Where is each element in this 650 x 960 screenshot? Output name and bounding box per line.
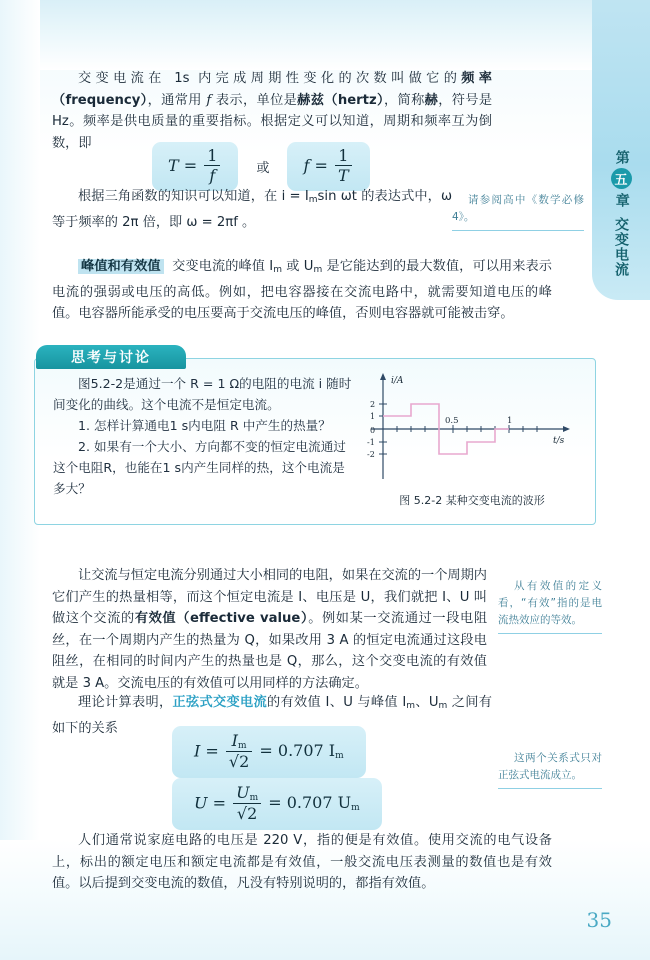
p5-text-d: 之间有如下的关系 (52, 695, 492, 736)
p1-text-b: ，通常用 (147, 92, 202, 108)
margin-note-3-text: 这两个关系式只对正弦式电流成立。 (498, 752, 602, 781)
p3-text-c: 是它能达到的最大数值，可以用来表示电流的强弱或电压的高低。例如，把电容器接在交流电路中，就需要知道电压的峰值。电容器所能承受的电压要高于交流电压的峰值，否则电容器就可能被击穿。 (52, 259, 552, 321)
formula-period-numerator: 1 (204, 147, 220, 166)
formula-period-eq: = (183, 155, 198, 175)
p5-subscript-m-2: m (438, 701, 448, 711)
svg-text:0: 0 (370, 426, 376, 435)
p1-text-c: 表示，单位是 (215, 92, 298, 108)
p5-subscript-m-1: m (406, 701, 416, 711)
formula-row-current-rms (172, 726, 366, 778)
p1-text-d: ，简称 (383, 92, 425, 108)
formula-frequency-lhs: f (303, 155, 310, 175)
chapter-number-badge: 五 (611, 168, 632, 189)
formula-voltage-numerator (233, 784, 261, 804)
waveform-svg (365, 369, 580, 489)
svg-text:0.5: 0.5 (445, 416, 459, 426)
p4-text-b: 。例如某一交流通过一段电阻丝，在一个周期内产生的热量为 Q，如果改用 3 A 的恒定电流通过这段电阻丝，在相同的时间内产生的热量也是 Q，那么，这个交变电流的有效值就是 3 A。交流电压的有效值可以用同样的方法确定。 (52, 611, 488, 691)
page-number: 35 (586, 908, 612, 932)
formula-current-denominator: √2 (228, 752, 250, 772)
discussion-box (34, 358, 596, 525)
page-top-wash (0, 0, 650, 70)
formula-voltage-num-sub: m (249, 793, 259, 803)
discussion-line-1: 图5.2-2是通过一个 R = 1 Ω的电阻的电流 i 随时间变化的曲线。这个电流不是恒定电流。 (53, 376, 352, 412)
svg-text:i/A: i/A (391, 376, 404, 386)
formula-voltage-rms (172, 778, 382, 830)
margin-note-effective-meaning (498, 578, 602, 634)
margin-note-1-text: 请参阅高中《数学必修4》。 (452, 194, 584, 223)
formula-frequency-eq: = (314, 155, 328, 175)
paragraph-effective-value (52, 565, 487, 700)
margin-note-math-reference (452, 192, 584, 231)
svg-text:2: 2 (370, 400, 376, 409)
p2-text-a: 根据三角函数的知识可以知道，在 i = I (78, 189, 309, 204)
waveform-chart (365, 369, 580, 489)
svg-text:-2: -2 (367, 450, 375, 459)
formula-frequency (287, 142, 369, 191)
formula-voltage-result-sub: m (351, 803, 360, 814)
p4-term-effective-en: （effective value） (176, 611, 309, 626)
formula-current-eq: = (205, 741, 219, 761)
p3-subscript-m-2: m (313, 265, 323, 275)
formula-period-denominator: f (209, 166, 216, 186)
formula-current-result: = 0.707 I (259, 741, 336, 761)
margin-note-sinusoidal-only (498, 750, 602, 789)
formula-voltage-num-symbol: U (236, 783, 250, 802)
chapter-tab (592, 0, 650, 300)
chapter-label-prefix: 第 (613, 150, 630, 164)
p4-text-a: 让交流与恒定电流分别通过大小相同的电阻，如果在交流的一个周期内它们产生的热量相等，而这个恒定电流是 I、电压是 U，我们就把 I、U 叫做这个交流的 (52, 568, 487, 626)
paragraph-peak-and-rms (52, 256, 552, 331)
formula-row-voltage-rms (172, 778, 382, 830)
p2-subscript-m: m (308, 195, 318, 205)
formula-voltage-denominator: √2 (236, 804, 258, 824)
formula-row-period-frequency (152, 142, 370, 191)
p1-text-a: 交变电流在 1s 内完成周期性变化的次数叫做它的 (78, 71, 462, 86)
svg-text:t/s: t/s (553, 436, 565, 446)
p5-text-a: 理论计算表明， (78, 695, 173, 710)
formula-current-lhs: I (194, 741, 201, 761)
discussion-text (53, 373, 353, 499)
formula-frequency-fraction (335, 147, 352, 186)
formula-current-fraction (226, 732, 252, 772)
margin-note-2-text: 从有效值的定义看，“有效”指的是电流热效应的等效。 (498, 580, 602, 626)
p4-term-effective: 有效值 (134, 611, 177, 626)
figure-caption: 图 5.2-2 某种交变电流的波形 (399, 494, 545, 507)
formula-current-tail (259, 741, 343, 760)
svg-text:1: 1 (370, 412, 376, 421)
formula-conjunction: 或 (256, 160, 270, 176)
chapter-title: 交变电流 (613, 217, 629, 277)
formula-frequency-denominator: T (337, 166, 349, 186)
discussion-line-2: 1. 怎样计算通电1 s内电阻 R 中产生的热量？ (78, 418, 331, 433)
formula-frequency-numerator: 1 (335, 147, 352, 166)
discussion-line-3: 2. 如果有一个大小、方向都不变的恒定电流通过这个电阻R，也能在1 s内产生同样的热，这个电流是多大？ (53, 439, 346, 496)
formula-current-rms (172, 726, 366, 778)
p5-text-c: 、U (415, 695, 439, 710)
discussion-tab-label: 思考与讨论 (36, 345, 186, 369)
svg-text:-1: -1 (367, 438, 375, 447)
p1-symbol-f: f (206, 92, 212, 108)
formula-voltage-lhs: U (194, 793, 208, 813)
formula-voltage-fraction (233, 784, 261, 824)
section-heading-peak-rms: 峰值和有效值 (78, 259, 164, 274)
formula-current-num-symbol: I (231, 731, 238, 750)
p6-text: 人们通常说家庭电路的电压是 220 V，指的便是有效值。使用交流的电气设备上，标出的额定电压和额定电流都是有效值，一般交流电压表测量的数值也是有效值。以后提到交变电流的数值，凡没有特别说明的，都指有效值。 (52, 833, 552, 891)
chapter-label-suffix: 章 (613, 193, 630, 207)
p5-term-sinusoidal: 正弦式交变电流 (172, 695, 267, 710)
svg-text:1: 1 (507, 416, 513, 426)
formula-current-result-sub: m (335, 751, 344, 762)
formula-voltage-result: = 0.707 U (268, 793, 352, 813)
p3-text-a: 交变电流的峰值 I (172, 259, 274, 274)
paragraph-omega (52, 186, 452, 239)
p5-text-b: 的有效值 I、U 与峰值 I (267, 695, 407, 710)
formula-period-lhs: T (168, 155, 179, 175)
formula-voltage-tail (268, 793, 359, 812)
formula-current-num-sub: m (238, 741, 247, 751)
p3-subscript-m-1: m (273, 265, 282, 275)
p1-term-he: 赫 (424, 92, 439, 108)
formula-period (152, 142, 238, 191)
formula-current-numerator (226, 732, 252, 752)
p1-term-frequency-en: （frequency） (52, 92, 148, 108)
formula-period-fraction (204, 147, 220, 186)
p1-term-hertz-cn: 赫兹 (297, 92, 325, 108)
p1-term-hertz-en: （hertz） (324, 92, 384, 108)
p1-text-e: ，符号是 Hz。频率是供电质量的重要指标。根据定义可以知道，周期和频率互为倒数，即 (52, 92, 493, 151)
paragraph-household-voltage (52, 830, 552, 901)
p3-text-b: 或 U (281, 259, 314, 274)
formula-voltage-eq: = (212, 793, 226, 813)
p1-term-frequency: 频率 (461, 71, 492, 86)
p2-text-b: sin ωt 的表达式中，ω 等于频率的 2π 倍，即 ω = 2πf 。 (52, 189, 452, 230)
